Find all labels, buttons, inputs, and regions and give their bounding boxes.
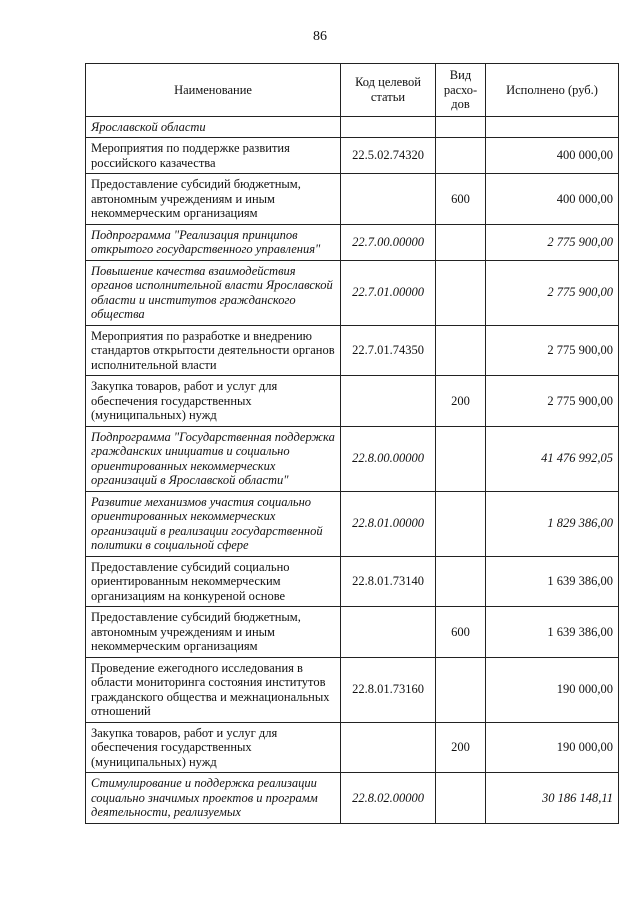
row-code: 22.7.00.00000 (341, 224, 436, 260)
row-name: Предоставление субсидий социально ориентированным некоммерческим организациям на конкуреной основе (86, 556, 341, 607)
header-executed: Исполнено (руб.) (486, 64, 619, 117)
table-header-row (86, 64, 619, 117)
row-amount: 2 775 900,00 (486, 224, 619, 260)
row-code: 22.5.02.74320 (341, 138, 436, 174)
row-kind (436, 116, 486, 138)
row-kind: 200 (436, 722, 486, 773)
row-amount: 190 000,00 (486, 657, 619, 722)
row-name: Ярославской области (86, 116, 341, 138)
table-row (86, 722, 619, 773)
table-row (86, 556, 619, 607)
row-name: Развитие механизмов участия социально ориентированных некоммерческих организаций в реализации государственной политики в социальной сфере (86, 491, 341, 556)
table-row (86, 325, 619, 376)
header-name: Наименование (86, 64, 341, 117)
table-row (86, 491, 619, 556)
row-code (341, 607, 436, 658)
row-name: Закупка товаров, работ и услуг для обеспечения государственных (муниципальных) нужд (86, 376, 341, 427)
row-name: Подпрограмма "Государственная поддержка гражданских инициатив и социально ориентированных некоммерческих организаций в Ярославской области" (86, 426, 341, 491)
row-name: Предоставление субсидий бюджетным, автономным учреждениям и иным некоммерческим организациям (86, 607, 341, 658)
row-amount: 2 775 900,00 (486, 260, 619, 325)
budget-table (85, 63, 619, 824)
row-code (341, 116, 436, 138)
table-row (86, 773, 619, 824)
row-code: 22.8.01.73160 (341, 657, 436, 722)
row-kind: 600 (436, 174, 486, 225)
table-row (86, 426, 619, 491)
page-number: 86 (313, 29, 327, 44)
table-row (86, 116, 619, 138)
row-code: 22.8.01.00000 (341, 491, 436, 556)
row-kind (436, 260, 486, 325)
table-row (86, 657, 619, 722)
row-name: Закупка товаров, работ и услуг для обеспечения государственных (муниципальных) нужд (86, 722, 341, 773)
row-amount: 190 000,00 (486, 722, 619, 773)
row-code: 22.8.02.00000 (341, 773, 436, 824)
table-row (86, 607, 619, 658)
row-kind (436, 426, 486, 491)
row-name: Мероприятия по поддержке развития российского казачества (86, 138, 341, 174)
row-kind (436, 224, 486, 260)
row-amount: 400 000,00 (486, 138, 619, 174)
row-code: 22.7.01.00000 (341, 260, 436, 325)
row-code (341, 376, 436, 427)
row-amount: 1 639 386,00 (486, 556, 619, 607)
header-code: Код целевой статьи (341, 64, 436, 117)
row-amount: 400 000,00 (486, 174, 619, 225)
row-kind (436, 773, 486, 824)
row-code: 22.8.01.73140 (341, 556, 436, 607)
row-amount: 30 186 148,11 (486, 773, 619, 824)
row-kind (436, 657, 486, 722)
row-code: 22.8.00.00000 (341, 426, 436, 491)
row-name: Стимулирование и поддержка реализации социально значимых проектов и программ деятельности, реализуемых (86, 773, 341, 824)
table-row (86, 174, 619, 225)
table-row (86, 260, 619, 325)
table-row (86, 138, 619, 174)
table-row (86, 224, 619, 260)
row-code (341, 174, 436, 225)
row-kind (436, 138, 486, 174)
row-kind (436, 556, 486, 607)
row-code (341, 722, 436, 773)
row-code: 22.7.01.74350 (341, 325, 436, 376)
row-amount: 41 476 992,05 (486, 426, 619, 491)
row-name: Предоставление субсидий бюджетным, автономным учреждениям и иным некоммерческим организациям (86, 174, 341, 225)
table-row (86, 376, 619, 427)
row-amount (486, 116, 619, 138)
row-amount: 2 775 900,00 (486, 325, 619, 376)
row-name: Проведение ежегодного исследования в области мониторинга состояния институтов гражданского общества и межнациональных отношений (86, 657, 341, 722)
row-amount: 1 829 386,00 (486, 491, 619, 556)
row-amount: 2 775 900,00 (486, 376, 619, 427)
row-amount: 1 639 386,00 (486, 607, 619, 658)
row-kind (436, 491, 486, 556)
row-kind: 200 (436, 376, 486, 427)
row-name: Мероприятия по разработке и внедрению стандартов открытости деятельности органов исполнительной власти (86, 325, 341, 376)
row-kind: 600 (436, 607, 486, 658)
row-kind (436, 325, 486, 376)
row-name: Подпрограмма "Реализация принципов открытого государственного управления" (86, 224, 341, 260)
row-name: Повышение качества взаимодействия органов исполнительной власти Ярославской области и институтов гражданского общества (86, 260, 341, 325)
header-kind: Вид расхо-дов (436, 64, 486, 117)
